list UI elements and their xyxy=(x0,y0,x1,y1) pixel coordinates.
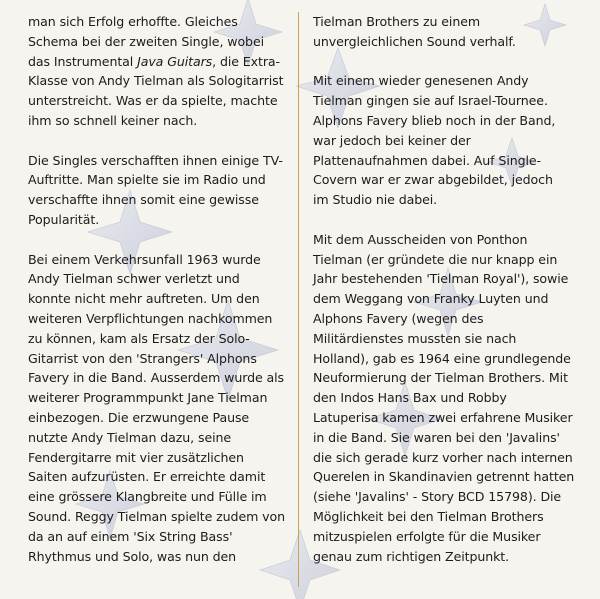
text-line: Saiten aufzurüsten. Er erreichte damit xyxy=(28,469,266,485)
text-line: Favery in die Band. Ausserdem wurde als xyxy=(28,370,285,386)
song-title: Java Guitars xyxy=(137,53,213,69)
text-line: Plattenaufnahmen dabei. Auf Single- xyxy=(313,152,541,168)
text-line: Klasse von Andy Tielman als Sologitarrist xyxy=(28,73,284,89)
text-line: die sich gerade kurz vorher nach internen xyxy=(313,449,573,465)
text-line: war jedoch bei keiner der xyxy=(313,132,471,148)
paragraph xyxy=(313,230,588,567)
text-line: Schema bei der zweiten Single, wobei xyxy=(28,33,265,49)
text-line: ihm so schnell keiner nach. xyxy=(28,112,198,128)
text-line: unvergleichlichen Sound verhalf. xyxy=(313,33,516,49)
text-line: verschaffte ihnen somit eine gewisse xyxy=(28,192,259,208)
text-line: Covern war er zwar abgebildet, jedoch xyxy=(313,172,553,188)
text-line: unterstreicht. Was er da spielte, machte xyxy=(28,93,278,109)
text-line: nutzte Andy Tielman dazu, seine xyxy=(28,429,232,445)
text-line: einbezogen. Die erzwungene Pause xyxy=(28,409,250,425)
text-line: Mit dem Ausscheiden von Ponthon xyxy=(313,231,528,247)
text-line: Querelen in Skandinavien getrennt hatten xyxy=(313,469,575,485)
text-segment: , die Extra- xyxy=(212,53,280,69)
text-line: da an auf einem 'Six String Bass' xyxy=(28,528,233,544)
right-text-column xyxy=(313,12,588,586)
text-line: genau zum richtigen Zeitpunkt. xyxy=(313,548,510,564)
text-line: Sound. Reggy Tielman spielte zudem von xyxy=(28,508,285,524)
text-line: eine grössere Klangbreite und Fülle im xyxy=(28,489,267,505)
column-divider xyxy=(298,12,299,587)
text-line: weiterer Programmpunkt Jane Tielman xyxy=(28,390,268,406)
text-line: Alphons Favery (wegen des xyxy=(313,310,484,326)
text-line: Latuperisa kamen zwei erfahrene Musiker xyxy=(313,409,573,425)
text-line: weiteren Verpflichtungen nachkommen xyxy=(28,310,273,326)
text-line: Holland), gab es 1964 eine grundlegende xyxy=(313,350,571,366)
paragraph xyxy=(28,151,284,230)
text-line: Tielman (er gründete die nur knapp ein xyxy=(313,251,558,267)
paragraph xyxy=(313,71,588,210)
text-line: in die Band. Sie waren bei den 'Javalins' xyxy=(313,429,560,445)
text-line: Tielman Brothers zu einem xyxy=(313,14,481,29)
text-line: mitzuspielen erfolgte für die Musiker xyxy=(313,528,541,544)
text-line: dem Weggang von Franky Luyten und xyxy=(313,291,549,307)
text-line: (siehe 'Javalins' - Story BCD 15798). Die xyxy=(313,489,562,505)
text-line: Gitarrist von den 'Strangers' Alphons xyxy=(28,350,257,366)
text-line: Jahr bestehenden 'Tielman Royal'), sowie xyxy=(313,271,569,287)
text-segment: das Instrumental xyxy=(28,53,138,69)
text-line: Fendergitarre mit vier zusätzlichen xyxy=(28,449,244,465)
text-line: Popularität. xyxy=(28,211,100,227)
text-line: Militärdienstes mussten sie nach xyxy=(313,330,517,346)
text-line: Möglichkeit bei den Tielman Brothers xyxy=(313,508,544,524)
text-line: Auftritte. Man spielte sie im Radio und xyxy=(28,172,266,188)
paragraph xyxy=(313,12,588,52)
paragraph xyxy=(28,12,284,131)
left-text-column xyxy=(28,12,284,586)
text-line: Bei einem Verkehrsunfall 1963 wurde xyxy=(28,251,261,267)
text-line: Tielman gingen sie auf Israel-Tournee. xyxy=(313,93,548,109)
text-line: zu können, kam als Ersatz der Solo- xyxy=(28,330,250,346)
text-line: Neuformierung der Tielman Brothers. Mit xyxy=(313,370,568,386)
text-line: im Studio nie dabei. xyxy=(313,192,438,208)
text-line: konnte nicht mehr auftreten. Um den xyxy=(28,291,260,307)
text-line: Die Singles verschafften ihnen einige TV- xyxy=(28,152,283,168)
text-line: Alphons Favery blieb noch in der Band, xyxy=(313,112,556,128)
text-line: den Indos Hans Bax und Robby xyxy=(313,390,507,406)
text-line: Mit einem wieder genesenen Andy xyxy=(313,73,529,89)
text-line xyxy=(28,52,284,72)
paragraph xyxy=(28,250,284,567)
text-line: man sich Erfolg erhoffte. Gleiches xyxy=(28,14,238,29)
text-line: Rhythmus und Solo, was nun den xyxy=(28,548,237,564)
text-line: Andy Tielman schwer verletzt und xyxy=(28,271,240,287)
